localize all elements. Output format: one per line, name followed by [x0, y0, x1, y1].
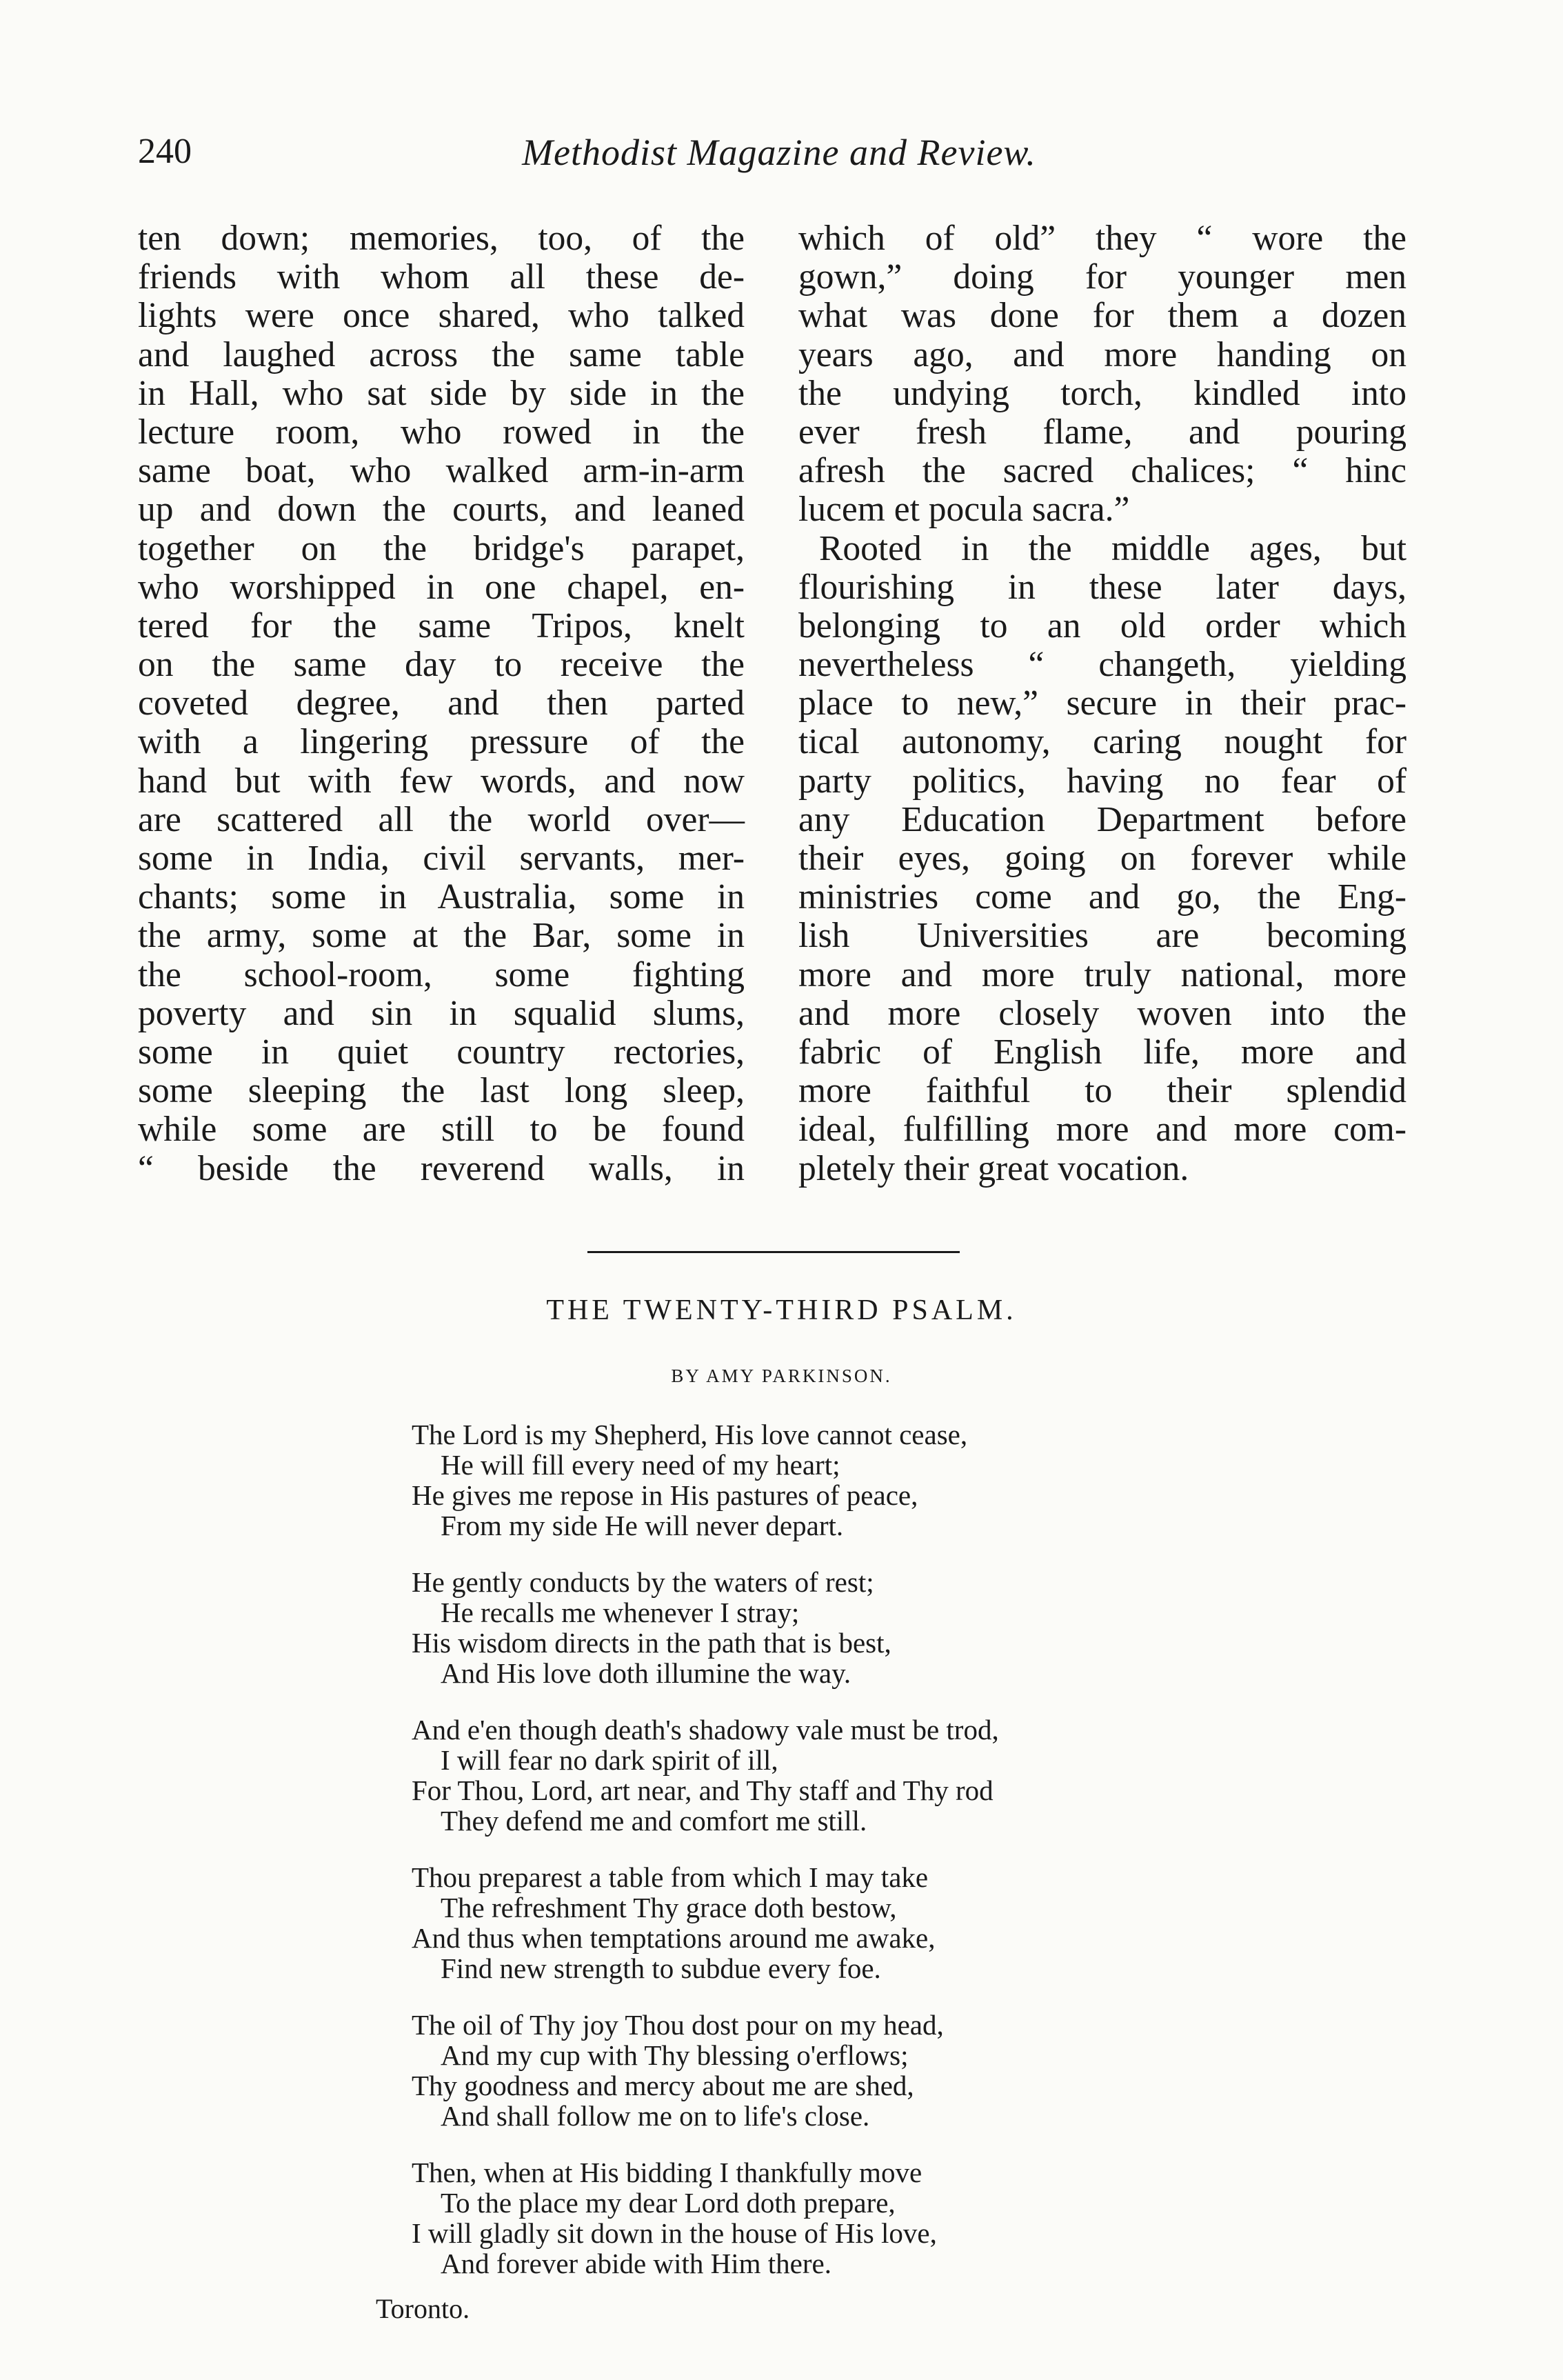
text-line: lucem et pocula sacra.” [798, 490, 1130, 530]
text-line: belonging to an old order which [798, 606, 1406, 646]
poem-line: The oil of Thy joy Thou dost pour on my head, [412, 2009, 944, 2041]
poem-line: And thus when temptations around me awake, [412, 1922, 936, 1954]
poem-line: For Thou, Lord, art near, and Thy staff and Thy rod [412, 1774, 994, 1806]
poem-line: To the place my dear Lord doth prepare, [441, 2187, 896, 2219]
running-title: Methodist Magazine and Review. [522, 132, 1036, 173]
text-line: tical autonomy, caring nought for [798, 722, 1406, 762]
poem-place: Toronto. [376, 2293, 470, 2324]
poem-line: From my side He will never depart. [441, 1510, 844, 1541]
section-divider [587, 1251, 960, 1253]
poem-line: They defend me and comfort me still. [441, 1805, 867, 1837]
text-line: some in India, civil servants, mer- [138, 839, 745, 878]
poem-line: And e'en though death's shadowy vale must be trod, [412, 1714, 999, 1746]
poem-title: THE TWENTY-THIRD PSALM. [546, 1294, 1017, 1326]
poem-line: And forever abide with Him there. [441, 2248, 831, 2279]
text-line: more faithful to their splendid [798, 1071, 1406, 1111]
poem-line: He gives me repose in His pastures of peace, [412, 1479, 918, 1511]
poem-line: His wisdom directs in the path that is best, [412, 1627, 891, 1659]
text-line: who worshipped in one chapel, en- [138, 567, 745, 607]
poem-line: The refreshment Thy grace doth bestow, [441, 1892, 897, 1923]
text-line: more and more truly national, more [798, 954, 1406, 994]
page-number: 240 [138, 132, 192, 171]
text-line: ten down; memories, too, of the [138, 219, 745, 258]
text-line: same boat, who walked arm-in-arm [138, 451, 745, 491]
text-line: on the same day to receive the [138, 645, 745, 685]
poem-stanza [412, 2157, 1280, 2279]
text-line: and laughed across the same table [138, 334, 745, 374]
poem-line: The Lord is my Shepherd, His love cannot cease, [412, 1419, 968, 1450]
text-line: their eyes, going on forever while [798, 839, 1406, 878]
page-header [138, 131, 1420, 186]
text-line: party politics, having no fear of [798, 761, 1406, 801]
poem-line: He will fill every need of my heart; [441, 1449, 840, 1481]
text-line: friends with whom all these de- [138, 257, 745, 297]
poem-stanza [412, 2010, 1280, 2131]
poem-byline: BY AMY PARKINSON. [671, 1366, 892, 1386]
text-line: what was done for them a dozen [798, 296, 1406, 336]
text-line: pletely their great vocation. [798, 1148, 1189, 1188]
text-line: hand but with few words, and now [138, 761, 745, 801]
left-column [138, 219, 745, 1188]
text-line: coveted degree, and then parted [138, 683, 745, 723]
poem-line: And my cup with Thy blessing o'erflows; [441, 2039, 909, 2071]
text-line: lecture room, who rowed in the [138, 412, 745, 452]
text-line: in Hall, who sat side by side in the [138, 373, 745, 413]
text-line: any Education Department before [798, 799, 1406, 839]
text-line: the undying torch, kindled into [798, 373, 1406, 413]
poem-line: He gently conducts by the waters of rest; [412, 1566, 874, 1598]
text-line: lish Universities are becoming [798, 916, 1406, 956]
poem-stanza [412, 1567, 1280, 1688]
text-line: the school-room, some fighting [138, 954, 745, 994]
poem-line: Then, when at His bidding I thankfully move [412, 2157, 922, 2188]
text-line: Rooted in the middle ages, but [819, 528, 1406, 568]
text-line: ideal, fulfilling more and more com- [798, 1110, 1406, 1150]
text-line: chants; some in Australia, some in [138, 877, 745, 917]
poem-stanza [412, 1419, 1280, 1541]
poem-stanza [412, 1714, 1280, 1836]
text-line: ministries come and go, the Eng- [798, 877, 1406, 917]
text-line: gown,” doing for younger men [798, 257, 1406, 297]
poem-body [412, 1419, 1280, 2305]
text-line: the army, some at the Bar, some in [138, 916, 745, 956]
text-line: which of old” they “ wore the [798, 219, 1406, 258]
text-line: up and down the courts, and leaned [138, 490, 745, 530]
text-line: some sleeping the last long sleep, [138, 1071, 745, 1111]
text-line: with a lingering pressure of the [138, 722, 745, 762]
poem-line: I will gladly sit down in the house of His love, [412, 2217, 937, 2249]
text-line: nevertheless “ changeth, yielding [798, 645, 1406, 685]
text-line: while some are still to be found [138, 1110, 745, 1150]
poem-line: And His love doth illumine the way. [441, 1657, 851, 1689]
poem-line: Find new strength to subdue every foe. [441, 1952, 881, 1984]
text-line: tered for the same Tripos, knelt [138, 606, 745, 646]
poem-line: I will fear no dark spirit of ill, [441, 1744, 778, 1776]
text-line: afresh the sacred chalices; “ hinc [798, 451, 1406, 491]
text-line: place to new,” secure in their prac- [798, 683, 1406, 723]
text-line: and more closely woven into the [798, 993, 1406, 1033]
text-line: “ beside the reverend walls, in [138, 1148, 745, 1188]
poem-stanza [412, 1862, 1280, 1983]
text-line: are scattered all the world over— [138, 799, 745, 839]
poem-line: He recalls me whenever I stray; [441, 1597, 800, 1628]
text-line: together on the bridge's parapet, [138, 528, 745, 568]
poem-line: Thy goodness and mercy about me are shed, [412, 2070, 914, 2101]
text-line: years ago, and more handing on [798, 334, 1406, 374]
poem-line: And shall follow me on to life's close. [441, 2100, 870, 2132]
text-line: ever fresh flame, and pouring [798, 412, 1406, 452]
text-line: flourishing in these later days, [798, 567, 1406, 607]
text-line: fabric of English life, more and [798, 1032, 1406, 1072]
text-line: lights were once shared, who talked [138, 296, 745, 336]
poem-line: Thou preparest a table from which I may take [412, 1861, 929, 1893]
text-line: some in quiet country rectories, [138, 1032, 745, 1072]
text-line: poverty and sin in squalid slums, [138, 993, 745, 1033]
right-column [798, 219, 1406, 1188]
